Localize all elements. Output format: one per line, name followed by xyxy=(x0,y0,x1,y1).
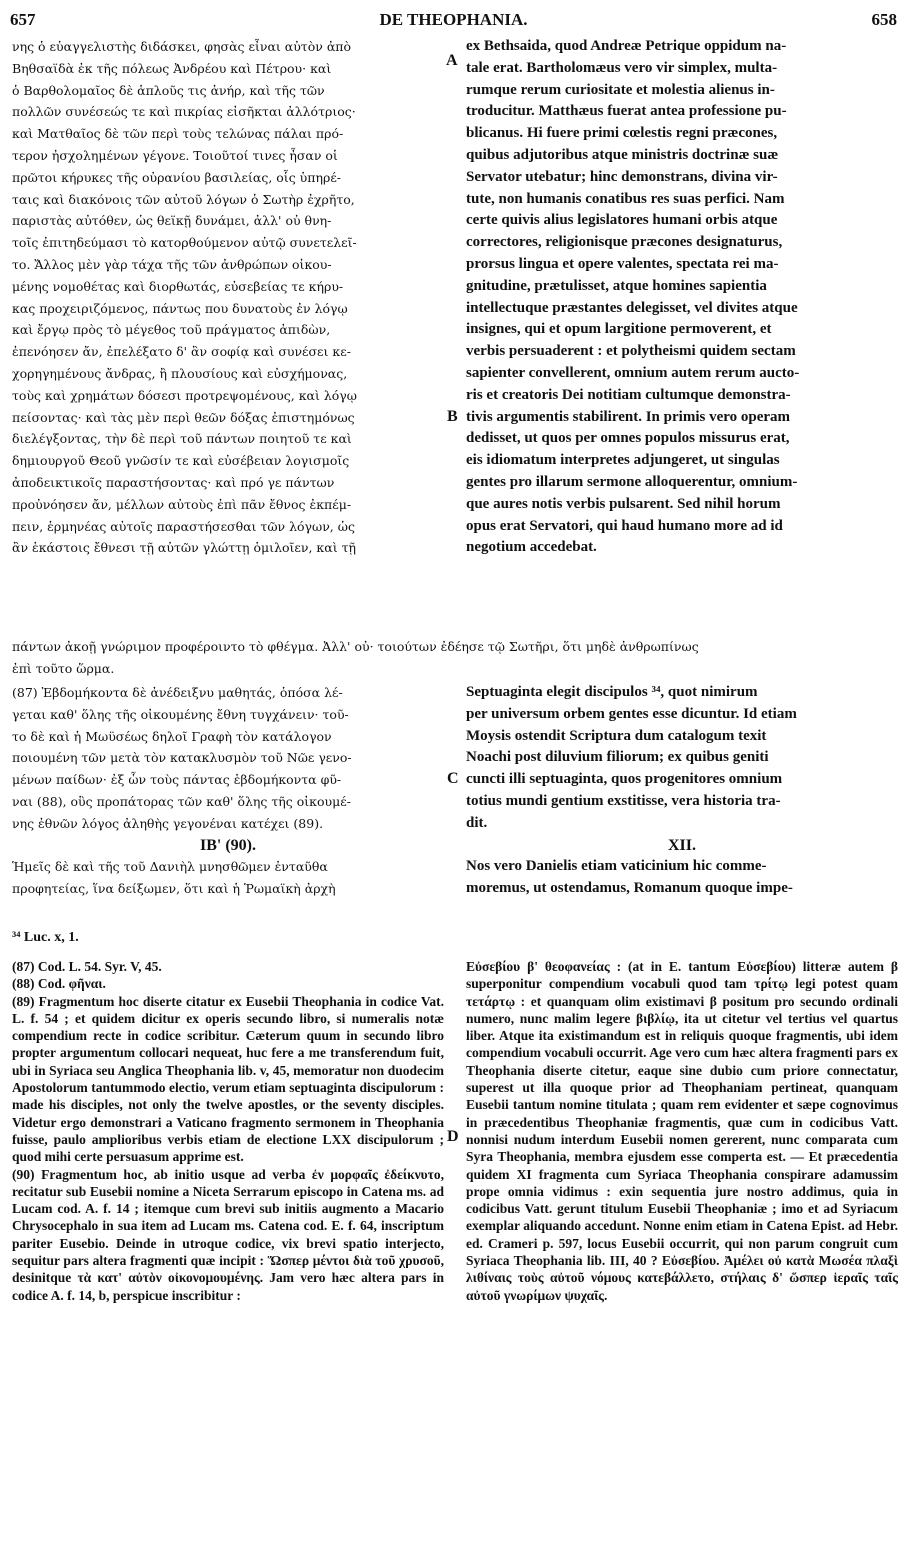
page-number-left: 657 xyxy=(10,10,36,29)
latin-line: Septuaginta elegit discipulos ³⁴, quot nimirum xyxy=(466,684,758,700)
latin-line: Servator utebatur; hinc demonstrans, divina vir- xyxy=(466,168,778,185)
latin-line: que aures notis verbis pulsarent. Sed nihil horum xyxy=(466,495,781,512)
note-90: (90) Fragmentum hoc, ab initio usque ad verba ἐν μορφαῖς ἐδείκνυτο, recitatur sub Eusebii nomine a Niceta Serrarum episcopo in Catena ms. ad Lucam cod. A. f. 14 ; itemque cum brevi sub initiis augmento a Macario Chrysocephalo in sua item ad Lucam ms. Catena cod. E. f. 64, inscriptum pariter Eusebio. Deinde in utroque codice, vix brevi spatio interjecto, sequitur pars altera fragmenti quæ incipit : Ὥσπερ μέντοι διὰ τοῦ χρυσοῦ, desinitque τὰ κατ' αὐτὸν οἰκονομουμένης. Jam vero hæc altera pars in codice A. f. 14, b, perspicue inscribitur : xyxy=(12,1166,444,1303)
greek-line: προφητείας, ἵνα δείξωμεν, ὅτι καὶ ἡ Ῥωμαϊκὴ ἀρχὴ xyxy=(12,881,336,897)
greek-line: ποιουμένη τῶν μετὰ τὸν κατακλυσμὸν τοῦ Νῶε γενο- xyxy=(12,750,352,766)
greek-line: δημιουργοῦ Θεοῦ γνῶσίν τε καὶ εὐσέβειαν λογισμοῖς xyxy=(12,453,350,469)
greek-line: ἂν ἑκάστοις ἔθνεσι τῇ αὐτῶν γλώττῃ ὁμιλοῖεν, καὶ τῇ xyxy=(12,540,356,556)
latin-line: troducitur. Matthæus fuerat antea professione pu- xyxy=(466,103,787,120)
greek-line: προὐνόησεν ἄν, μέλλων αὐτοὺς ἐπὶ πᾶν ἔθνος ἐκπέμ- xyxy=(12,496,352,512)
latin-line: blicanus. Hi fuere primi cœlestis regni præcones, xyxy=(466,125,778,142)
greek-line: ὁ Βαρθολομαῖος δὲ ἁπλοῦς τις ἀνήρ, καὶ τῆς τῶν xyxy=(12,82,325,98)
latin-line: opus erat Servatori, qui haud humano more ad id xyxy=(466,517,783,534)
greek-line: Βηθσαϊδὰ ἐκ τῆς πόλεως Ἀνδρέου καὶ Πέτρου· καὶ xyxy=(12,60,332,76)
latin-line: Moysis ostendit Scriptura dum catalogum texit xyxy=(466,727,767,744)
greek-line: τοὺς καὶ χρημάτων δόσεσι προτρεψομένους, καὶ λόγῳ xyxy=(12,387,357,403)
greek-line: παριστὰς αὐτόθεν, ὡς θεϊκῇ δυνάμει, ἀλλ' οὐ θνη- xyxy=(12,213,332,229)
latin-line: tale erat. Bartholomæus vero vir simplex, multa- xyxy=(466,59,778,76)
greek-line: ναι (88), οὓς προπάτορας τῶν καθ' ὅλης τῆς οἰκουμέ- xyxy=(12,793,351,809)
greek-column-top xyxy=(12,36,444,559)
latin-line: certe quivis alius legislatores humani orbis atque xyxy=(466,212,778,229)
full-width-line-2: ἐπὶ τοῦτο ὥρμα. xyxy=(12,661,115,676)
latin-line: moremus, ut ostendamus, Romanum quoque impe- xyxy=(466,880,793,897)
latin-line: dedisset, ut quos per omnes populos missurus erat, xyxy=(466,430,790,447)
margin-marker-a: A xyxy=(446,52,458,69)
latin-line: gentes pro illarum sermone alloquerentur, omnium- xyxy=(466,473,798,490)
latin-line: verbis persuaderent : et polytheismi quidem sectam xyxy=(466,343,796,360)
latin-line: totius mundi gentium exstitisse, vera historia tra- xyxy=(466,792,781,809)
latin-line: quibus adjutoribus atque ministris doctrinæ suæ xyxy=(466,146,779,163)
greek-line: το. Ἄλλος μὲν γὰρ τάχα τῆς τῶν ἀνθρώπων οἰκου- xyxy=(12,256,332,272)
notes-right-column xyxy=(466,958,898,1304)
margin-marker-b: B xyxy=(447,408,458,425)
greek-line: πειν, ἑρμηνέας αὐτοῖς παραστήσεσθαι τῶν λόγων, ὡς xyxy=(12,518,355,534)
note-89: (89) Fragmentum hoc diserte citatur ex Eusebii Theophania in codice Vat. L. f. 54 ; et quidem dicitur ex operis secundo libro, si numeralis notæ compendium recte in codice scribitur. Cæterum quum in secundo libro propter argumentum collocari nequeat, huc fere a me transferendum fuit, ubi in Syriaca seu Anglica Theophania lib. v, 45, memoratur non duodecim Apostolorum tantummodo electio, verum etiam septuaginta discipulorum : made his disciples, not only the twelve apostles, or the seventy disciples. Videtur ergo demonstrari a Vaticano fragmento sermonem in Theophania fuisse, paulo amplioribus verbis etiam de electione LXX discipulorum ; quod mihi certe persuasum apprime est. xyxy=(12,993,444,1165)
note-88: (88) Cod. φῆναι. xyxy=(12,976,106,992)
latin-line: negotium accedebat. xyxy=(466,539,597,556)
latin-line: Nos vero Danielis etiam vaticinium hic comme- xyxy=(466,858,767,875)
running-title: DE THEOPHANIA. xyxy=(379,10,528,29)
greek-section-heading: ΙΒ' (90). xyxy=(200,836,256,854)
greek-line: καὶ ἔργῳ πρὸς τὸ μέγεθος τοῦ πράγματος ἀπιδὼν, xyxy=(12,322,331,338)
note-87: (87) Cod. L. 54. Syr. V, 45. xyxy=(12,959,162,974)
page-number-right: 658 xyxy=(871,10,897,29)
greek-line: καὶ Ματθαῖος δὲ τῶν περὶ τοὺς τελώνας πάλαι πρό- xyxy=(12,126,344,142)
latin-line: dit. xyxy=(466,814,488,831)
full-width-line-1: πάντων ἀκοῇ γνώριμον προφέροιντο τὸ φθέγμα. Ἀλλ' οὐ· τοιούτων ἐδέησε τῷ Σωτῆρι, ὅτι μηδὲ ἀνθρωπίνως xyxy=(12,639,699,654)
greek-line: πολλῶν συνέσεώς τε καὶ πικρίας εἰσῆκται ἀλλότριος· xyxy=(12,104,356,120)
greek-line: τερον ἠσχολημένων γέγονε. Τοιοῦτοί τινες ἦσαν οἱ xyxy=(12,147,338,163)
greek-line: ἀποδεικτικοῖς παραστήσοντας· καὶ πρό γε πάντων xyxy=(12,474,335,490)
latin-line: tivis argumentis stabilirent. In primis vero operam xyxy=(466,408,791,425)
greek-line: ταις καὶ διακόνοις τῶν αὐτοῦ λόγων ὁ Σωτὴρ ἐχρῆτο, xyxy=(12,191,355,207)
greek-column-mid xyxy=(12,682,444,900)
greek-line: ἐπενόησεν ἄν, ἐπελέξατο δ' ἂν σοφίᾳ καὶ συνέσει κε- xyxy=(12,344,351,360)
latin-line: ex Bethsaida, quod Andreæ Petrique oppidum na- xyxy=(466,38,787,54)
latin-line: insignes, qui et opum largitione permoverent, et xyxy=(466,321,772,338)
latin-line: Noachi post diluvium filiorum; ex quibus geniti xyxy=(466,749,769,766)
latin-line: sapienter convellerent, omnium autem rerum aucto- xyxy=(466,364,800,381)
latin-line: prorsus lingua et opere valentes, spectata rei ma- xyxy=(466,255,779,272)
latin-line: ris et creatoris Dei notitiam cultumque demonstra- xyxy=(466,386,791,403)
greek-line: πρῶτοι κήρυκες τῆς οὐρανίου βασιλείας, οἷς ὑπηρέ- xyxy=(12,169,342,185)
latin-line: intellectuque præstantes delegisset, vel divites atque xyxy=(466,299,798,316)
greek-line: Ἡμεῖς δὲ καὶ τῆς τοῦ Δανιὴλ μνησθῶμεν ἐνταῦθα xyxy=(12,859,328,875)
latin-line: per universum orbem gentes esse dicuntur. Id etiam xyxy=(466,705,797,722)
latin-line: cuncti illi septuaginta, quos progenitores omnium xyxy=(466,771,783,788)
margin-marker-c: C xyxy=(447,770,459,787)
greek-line: νης ἐθνῶν λόγος ἀληθὴς γεγονέναι κατέχει (89). xyxy=(12,815,324,831)
greek-line: νης ὁ εὐαγγελιστὴς διδάσκει, φησὰς εἶναι αὐτὸν ἀπὸ xyxy=(12,39,352,54)
greek-line: χορηγημένους ἄνδρας, ἢ πλουσίους καὶ εὐσχήμονας, xyxy=(12,365,348,381)
greek-line: κας προχειριζόμενος, πάντως που δυνατοὺς ἐν λόγῳ xyxy=(12,300,348,316)
greek-line: πείσοντας· καὶ τὰς μὲν περὶ θεῶν δόξας ἐπιστημόνως xyxy=(12,409,355,425)
running-header xyxy=(10,10,897,32)
latin-line: tute, non humanis conatibus res suas perfici. Nam xyxy=(466,190,785,207)
latin-line: correctores, religionisque præcones designaturus, xyxy=(466,234,783,251)
notes-left-column xyxy=(12,958,444,1304)
latin-line: rumque rerum curiositate et molestia alienus in- xyxy=(466,81,775,98)
greek-line: γεται καθ' ὅλης τῆς οἰκουμένης ἔθνη τυγχάνειν· τοῦ- xyxy=(12,706,349,722)
latin-line: gnitudine, prætulisset, atque homines sapientia xyxy=(466,277,767,294)
greek-line: τοῖς ἐπιτηδεύμασι τὸ κατορθούμενον αὐτῷ συνετελεῖ- xyxy=(12,235,357,251)
greek-line: (87) Ἑβδομήκοντα δὲ ἀνέδειξνυ μαθητάς, ὁπόσα λέ- xyxy=(12,685,343,700)
latin-column-top xyxy=(466,36,898,559)
note-90-continued: Εὐσεβίου β' θεοφανείας : (at in E. tantum Εὐσεβίου) litteræ autem β superponitur compendium vocabuli quod tam τρίτῳ legi potest quam τετάρτῳ : et quanquam olim existimavi β positum pro secundo ordinali numero, nunc malim legere βιβλίῳ, ita ut citetur vel tertius vel quartus liber. Atque ita existimandum est in reliquis quoque fragmentis, ubi idem compendium vocabuli occurrit. Age vero cum hæc altera fragmenti pars ex Theophania diserte citetur, eaque sine dubio cum priore connectatur, superest ut illa quoque prior ad Theophaniam pertineat, quanquam Eusebii tantum nomine titulata ; quam rem evidenter et sæpe cognovimus in præcedentibus Theophaniæ fragmentis, quæ cum in codicibus Vatt. nonnisi nudum interdum Eusebii nomen gererent, nunc comparata cum Syra Theophania, membra ejusdem esse comperta est. — Et præcedentia quidem XI fragmenta cum Syriaca Theophania conspirare adamussim prope omnia vidimus : exin sequentia jure nostro addimus, quia in codicibus Vatt. gerunt titulum Eusebii Theophaniæ ; imo et ad Syriacum exemplar aliquando accedunt. Nonne enim etiam in Catena Epist. ad Hebr. ed. Crameri p. 597, locus Eusebii occurrit, qui non parum congruit cum Syriaca Theophania lib. III, 40 ? Εὐσεβίου. Ἀμέλει οὐ κατὰ Μωσέα πλαξὶ λιθίναις τοὺς αὐτοῦ νόμους κατεβάλλετο, στήλαις δ' ὥσπερ ἱεραῖς ταῖς αὐτοῦ γνωρίμων ψυχαῖς. xyxy=(466,959,898,1303)
latin-column-mid xyxy=(466,682,898,900)
latin-section-heading: XII. xyxy=(667,836,696,854)
latin-line: eis idiomatum interpretes adjungeret, ut singulas xyxy=(466,452,780,469)
greek-line: διελέγξοντας, τὴν δὲ περὶ τοῦ πάντων ποιητοῦ τε καὶ xyxy=(12,431,352,447)
greek-line: το δὲ καὶ ἡ Μωϋσέως δηλοῖ Γραφὴ τὸν κατάλογον xyxy=(12,728,332,744)
margin-marker-d: D xyxy=(447,1128,459,1145)
greek-line: μένης νομοθέτας καὶ διορθωτάς, εὐσεβείας τε κήρυ- xyxy=(12,278,344,294)
footnote-reference: ³⁴ Luc. x, 1. xyxy=(12,930,79,945)
greek-line: μένων παίδων· ἐξ ὧν τοὺς πάντας ἑβδομήκοντα φῦ- xyxy=(12,772,342,788)
